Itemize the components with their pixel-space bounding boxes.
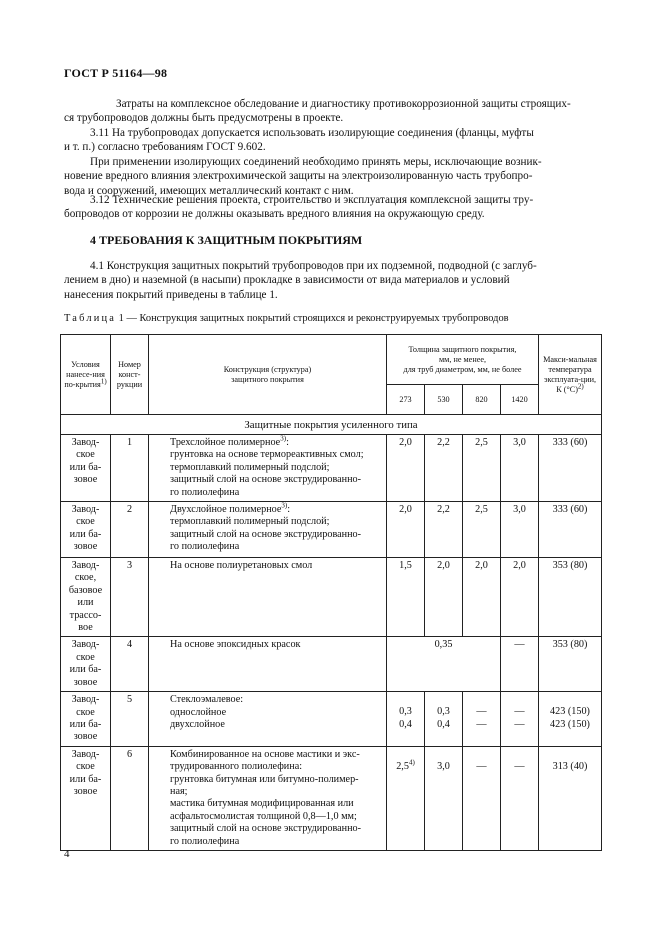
- cell-structure: На основе эпоксидных красок: [149, 637, 387, 692]
- cell-temp: 333 (60): [539, 435, 602, 502]
- table-row: [61, 692, 602, 747]
- table-caption-text: — Конструкция защитных покрытий строящихся и реконструируемых трубопроводов: [126, 313, 509, 324]
- cell-number: 1: [111, 435, 149, 502]
- header-number: Номер конст-рукции: [111, 335, 149, 415]
- table-caption-number: 1: [118, 313, 124, 324]
- cell-t273: 2,5$^{4)}$: [387, 746, 425, 850]
- paragraph-isolating: При применении изолирующих соединений необходимо принять меры, исключающие возник-: [90, 156, 542, 168]
- document-header: ГОСТ Р 51164—98: [64, 66, 168, 80]
- cell-t1420: 3,0: [501, 502, 539, 558]
- cell-t820: — —: [463, 692, 501, 747]
- cell-t1420: — —: [501, 692, 539, 747]
- cell-t530: 2,0: [425, 558, 463, 637]
- table-row: [61, 746, 602, 850]
- cell-conditions: Завод- ское или ба- зовое: [61, 746, 111, 850]
- cell-temp: 333 (60): [539, 502, 602, 558]
- header-diameter-820: 820: [463, 385, 501, 415]
- cell-structure: Комбинированное на основе мастики и экс- трудированного полиолефина: грунтовка битумная или битумно-полимер- ная; мастика битумная модифицированная или асфальтосмолистая толщиной 0,8—1,0 мм; защитный слой на основе экструдированно- го полиолефина: [149, 746, 387, 850]
- paragraph-isolating-cont: новение вредного влияния электрохимической защиты на электроизолированную часть трубопро- вода и сооружений, имеющих металлический контакт с ним.: [64, 170, 533, 197]
- paragraph-3-11: 3.11 На трубопроводах допускается использовать изолирующие соединения (фланцы, муфты: [90, 127, 534, 139]
- cell-number: 4: [111, 637, 149, 692]
- cell-conditions: Завод- ское или ба- зовое: [61, 637, 111, 692]
- cell-t530: 2,2: [425, 502, 463, 558]
- cell-t1420: 2,0: [501, 558, 539, 637]
- cell-conditions: Завод- ское, базовое или трассо- вое: [61, 558, 111, 637]
- paragraph-3-11-cont: и т. п.) согласно требованиям ГОСТ 9.602.: [64, 141, 266, 153]
- header-diameter-1420: 1420: [501, 385, 539, 415]
- header-diameter-273: 273: [387, 385, 425, 415]
- paragraph-4-1-cont: лением в дно) и наземной (в насыпи) прокладке в зависимости от вида материалов и условий нанесения покрытий приведены в таблице 1.: [64, 274, 510, 301]
- cell-t820: —: [463, 746, 501, 850]
- cell-temp: 353 (80): [539, 637, 602, 692]
- cell-t273: 0,3 0,4: [387, 692, 425, 747]
- header-maxtemp: Макси-мальная температура эксплуата-ции, К $(^\circ С)^{2)}$: [539, 335, 602, 415]
- cell-t273: 2,0: [387, 435, 425, 502]
- cell-temp: 423 (150) 423 (150): [539, 692, 602, 747]
- cell-conditions: Завод- ское или ба- зовое: [61, 692, 111, 747]
- cell-t1420: —: [501, 637, 539, 692]
- cell-structure: На основе полиуретановых смол: [149, 558, 387, 637]
- header-thickness: Толщина защитного покрытия, мм, не менее, для труб диаметром, мм, не более: [387, 335, 539, 385]
- cell-t1420: —: [501, 746, 539, 850]
- paragraph-3-12: 3.12 Технические решения проекта, строительство и эксплуатация комплексной защиты тру-: [90, 194, 534, 206]
- cell-t820: 2,0: [463, 558, 501, 637]
- cell-structure: Двухслойное полимерное$^{3)}$: термоплавкий полимерный подслой; защитный слой на основе экструдированно- го полиолефина: [149, 502, 387, 558]
- cell-thickness-merged: 0,35: [387, 637, 501, 692]
- paragraph-4-1: 4.1 Конструкция защитных покрытий трубопроводов при их подземной, подводной (с заглуб-: [90, 260, 537, 272]
- coatings-table: [60, 334, 602, 851]
- paragraph-1-cont: ся трубопроводов должны быть предусмотрены в проекте.: [64, 112, 344, 124]
- header-conditions: Условия нанесе-ния по-крытия$^{1)}$: [61, 335, 111, 415]
- cell-t1420: 3,0: [501, 435, 539, 502]
- cell-t820: 2,5: [463, 502, 501, 558]
- paragraph-1: Затраты на комплексное обследование и диагностику противокоррозионной защиты строящих-: [116, 98, 571, 110]
- table-row: [61, 502, 602, 558]
- cell-number: 5: [111, 692, 149, 747]
- cell-t530: 0,3 0,4: [425, 692, 463, 747]
- cell-t820: 2,5: [463, 435, 501, 502]
- cell-structure: Трехслойное полимерное$^{3)}$: грунтовка на основе термореактивных смол; термоплавкий полимерный подслой; защитный слой на основе экструдированно- го полиолефина: [149, 435, 387, 502]
- cell-temp: 353 (80): [539, 558, 602, 637]
- table-caption-label: Таблица: [64, 313, 117, 324]
- cell-conditions: Завод- ское или ба- зовое: [61, 502, 111, 558]
- cell-number: 3: [111, 558, 149, 637]
- page-number: 4: [64, 848, 70, 860]
- cell-conditions: Завод- ское или ба- зовое: [61, 435, 111, 502]
- cell-number: 2: [111, 502, 149, 558]
- cell-t273: 1,5: [387, 558, 425, 637]
- paragraph-3-12-cont: бопроводов от коррозии не должны оказывать вредного влияния на окружающую среду.: [64, 208, 485, 220]
- table-row: [61, 435, 602, 502]
- header-structure: Конструкция (структура) защитного покрытия: [149, 335, 387, 415]
- section-title: 4 ТРЕБОВАНИЯ К ЗАЩИТНЫМ ПОКРЫТИЯМ: [90, 233, 363, 247]
- cell-t273: 2,0: [387, 502, 425, 558]
- table-row: [61, 637, 602, 692]
- cell-t530: 2,2: [425, 435, 463, 502]
- table-caption: [64, 313, 509, 324]
- header-diameter-530: 530: [425, 385, 463, 415]
- table-row: [61, 558, 602, 637]
- table-subheader: Защитные покрытия усиленного типа: [61, 415, 602, 435]
- cell-t530: 3,0: [425, 746, 463, 850]
- cell-temp: 313 (40): [539, 746, 602, 850]
- cell-number: 6: [111, 746, 149, 850]
- cell-structure: Стеклоэмалевое: однослойное двухслойное: [149, 692, 387, 747]
